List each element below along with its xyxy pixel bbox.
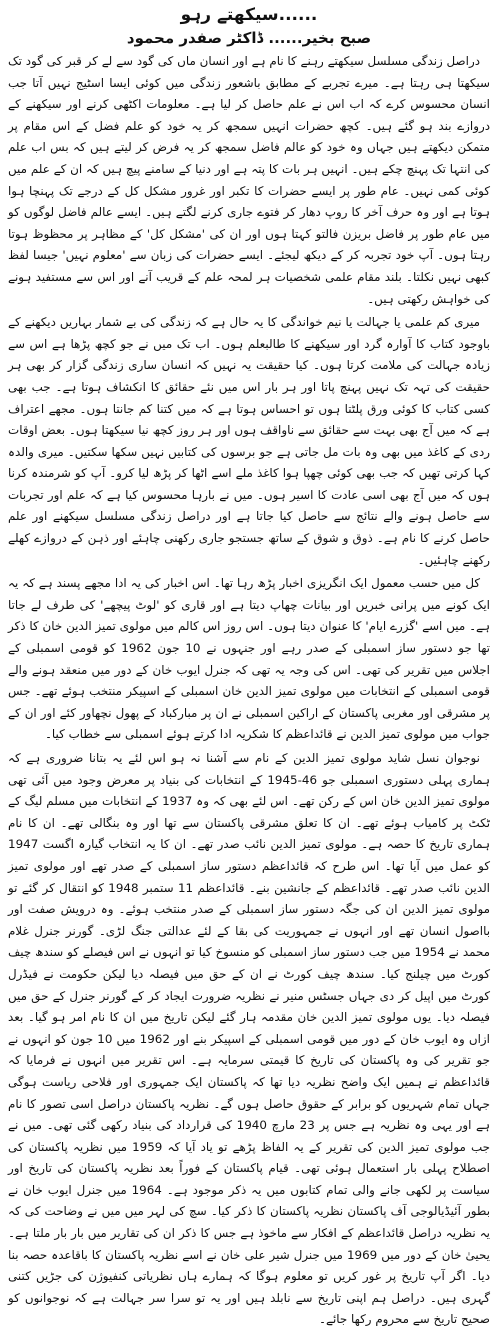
article-paragraph-1: دراصل زندگی مسلسل سیکھتے رہنے کا نام ہے اور انسان ماں کی گود سے لے کر قبر کی گود تک سیکھتا ہی رہتا ہے۔ میرے تجربے کے مطابق باشعور زندگی میں کوئی ایسا اسٹیج نہیں آتا جب انسان محسوس کرے کہ اب اس نے علم حاصل کر لیا ہے۔ معلومات اکٹھی کرنے اور سیکھنے کے دروازے بند ہو گئے ہیں۔ کچھ حضرات انہیں سمجھ کر یہ خود کو علم فضل کے اس مقام پر متمکن دیکھتے ہیں جہاں وہ خود کو عالم فاضل سمجھ کر یہ فرض کر لیتے ہیں کہ بس اب علم کی انتہا تک پہنچ چکے ہیں۔ انہیں ہر بات کا پتہ ہے اور دنیا کے سامنے پیچ ہیں کہ ان کے علم میں کوئی کمی نہیں۔ عام طور پر ایسے حضرات کا تکبر اور غرور مشکل کل کے درجے تک پہنچا ہوا ہوتا ہے اور وہ حرف آخر کا روپ دھار کر فتوے جاری کرنے لگتے ہیں۔ ایسے عالم فاضل لوگوں کو میں عام طور پر فاضل بریزن فالتو کہتا ہوں اور ان کی 'مشکل کل' کے مظاہر پر محظوظ ہوتا رہتا ہوں۔ آپ خود تجربہ کر کے دیکھ لیجئے۔ ایسے حضرات کی زبان سے 'معلوم نہیں' جیسا لفظ کبھی نہیں نکلتا۔ بلند مقام علمی شخصیات ہر لمحہ علم کے قریب آنے اور اس سے مستفید ہونے کی خواہش رکھتی ہیں۔ xyxy=(8,54,490,306)
article-paragraph-3: کل میں حسب معمول ایک انگریزی اخبار پڑھ رہا تھا۔ اس اخبار کی یہ ادا مجھے پسند ہے کہ یہ ایک کونے میں پرانی خبریں اور بیانات چھاپ دیتا ہے اور قاری کو 'لوٹ پیچھے' کی طرف لے جاتا ہے۔ میں اسے 'گزرے ایام' کا عنوان دیتا ہوں۔ اس روز اس کالم میں مولوی تمیز الدین خان کا ذکر تھا جو دستور ساز اسمبلی کے صدر رہے اور جنہوں نے 10 جون 1962 کو قومی اسمبلی کے اجلاس میں تقریر کی تھی۔ اس کی وجہ یہ تھی کہ جنرل ایوب خان کے دور میں منعقد ہونے والے قومی اسمبلی کے انتخابات میں مولوی تمیز الدین خان اسمبلی کے اسپیکر منتخب ہوئے تھے۔ جس پر مشرقی اور مغربی پاکستان کے اراکین اسمبلی نے ان پر مبارکباد کے پھول نچھاور کئے اور ان کے جواب میں مولوی تمیز الدین نے قائداعظم کا شکریہ ادا کرتے ہوئے اسمبلی سے خطاب کیا۔ xyxy=(8,576,490,742)
article-title: سیکھتے رہو...... xyxy=(180,5,318,25)
article-paragraph-2: میری کم علمی یا جہالت یا نیم خواندگی کا یہ حال ہے کہ زندگی کی بے شمار بہاریں دیکھنے کے باوجود کتاب کا آوارہ گرد اور سیکھنے کا طالبعلم ہوں۔ اب تک میں نے جو کچھ پڑھا ہے اس سے زیادہ جہالت کی ملامت کرتا ہوں۔ کیا حقیقت یہ نہیں کہ انسان ساری زندگی گزار کر بھی ہر حقیقت کی تہہ تک نہیں پہنچ پاتا اور ہر بار اس میں نئے حقائق کا انکشاف ہوتا ہے۔ جب بھی کسی کتاب کا کوئی ورق پلٹتا ہوں تو احساس ہوتا ہے کہ میں کتنا کم جانتا ہوں۔ مجھے اعتراف ہے کہ میں آج بھی بہت سے حقائق سے ناواقف ہوں اور ہر روز کچھ نیا سیکھتا ہوں۔ بعض اوقات ردی کے کاغذ میں بھی وہ بات مل جاتی ہے جو برسوں کی کتابیں نہیں سکھا سکتیں۔ میری والدہ کہا کرتی تھیں کہ جب بھی کوئی چھپا ہوا کاغذ ملے اسے اٹھا کر پڑھ لیا کرو۔ آپ کو شرمندہ کرنا ہوں کہ میں آج بھی اسی عادت کا اسیر ہوں۔ میں نے بارہا محسوس کیا ہے کہ علم اور تجربات سے حاصل ہونے والے نتائج سے حاصل کیا جاتا ہے اور دراصل زندگی مسلسل سیکھنے اور علم حاصل کرنے کا نام ہے۔ ذوق و شوق کے ساتھ جستجو جاری رکھنی چاہئے اور ذہن کے دروازے کھلے رکھنے چاہئیں۔ xyxy=(8,315,490,567)
article-paragraph-4: نوجوان نسل شاید مولوی تمیز الدین کے نام سے آشنا نہ ہو اس لئے یہ بتانا ضروری ہے کہ ہماری پہلی دستوری اسمبلی جو 46-1945 کے انتخابات کی بنیاد پر معرض وجود میں آئی تھی مولوی تمیز الدین خان اس کے رکن تھے۔ اس لئے بھی کہ وہ 1937 کے انتخابات میں مسلم لیگ کے ٹکٹ پر کامیاب ہوئے تھے۔ ان کا تعلق مشرقی پاکستان سے تھا اور وہ بنگالی تھے۔ ان کا نام ہماری تاریخ کا حصہ ہے۔ مولوی تمیز الدین نائب صدر تھے۔ ان کا یہ انتخاب گیارہ اگست 1947 کو عمل میں آیا تھا۔ اس طرح کہ قائداعظم دستور ساز اسمبلی کے صدر تھے اور مولوی تمیز الدین نائب صدر تھے۔ قائداعظم کے جانشین بنے۔ قائداعظم 11 ستمبر 1948 کو انتقال کر گئے تو مولوی تمیز الدین ان کی جگہ دستور ساز اسمبلی کے صدر منتخب ہوئے۔ وہ درویش صفت اور بااصول انسان تھے اور انہوں نے جمہوریت کی بقا کے لئے عدالتی جنگ لڑی۔ گورنر جنرل غلام محمد نے 1954 میں جب دستور ساز اسمبلی کو منسوخ کیا تو انہوں نے اس فیصلے کو سندھ چیف کورٹ میں چیلنج کیا۔ سندھ چیف کورٹ نے ان کے حق میں فیصلہ دیا لیکن حکومت نے فیڈرل کورٹ میں اپیل کر دی جہاں جسٹس منیر نے نظریہ ضرورت ایجاد کر کے گورنر جنرل کے حق میں فیصلہ دیا۔ یوں مولوی تمیز الدین خان مقدمہ ہار گئے لیکن تاریخ میں ان کا نام امر ہو گیا۔ بعد ازاں وہ ایوب خان کے دور میں قومی اسمبلی کے اسپیکر بنے اور 1962 میں 10 جون کو انہوں نے جو تقریر کی وہ پاکستان کی تاریخ کا قیمتی سرمایہ ہے۔ اس تقریر میں انہوں نے فرمایا کہ قائداعظم نے ہمیں ایک واضح نظریہ دیا تھا کہ پاکستان ایک جمہوری اور فلاحی ریاست ہوگی جہاں تمام شہریوں کو برابر کے حقوق حاصل ہوں گے۔ نظریہ پاکستان دراصل اسی تصور کا نام ہے اور یہی وہ نظریہ ہے جس پر 23 مارچ 1940 کی قرارداد کی بنیاد رکھی گئی تھی۔ میں نے جب مولوی تمیز الدین کی تقریر کے یہ الفاظ پڑھے تو یاد آیا کہ 1959 میں نظریہ پاکستان کی اصطلاح پہلی بار استعمال ہوئی تھی۔ قیام پاکستان کے فوراً بعد نظریہ پاکستان کی تاریخ اور سیاست پر لکھی جانے والی تمام کتابوں میں یہ ذکر موجود ہے۔ 1964 میں جنرل ایوب خان نے بطور آئیڈیالوجی آف پاکستان نظریہ پاکستان کا ذکر کیا۔ سچ کی لہر میں میں نے وضاحت کی کہ یہ نظریہ دراصل قائداعظم کے افکار سے ماخوذ ہے جس کا ذکر ان کی تقاریر میں بار بار ملتا ہے۔ یحییٰ خان کے دور میں 1969 میں جنرل شیر علی خان نے اسے نظریہ پاکستان کا باقاعدہ حصہ بنا دیا۔ اگر آپ تاریخ پر غور کریں تو معلوم ہوگا کہ ہمارے ہاں نظریاتی کنفیوژن کی جڑیں کتنی گہری ہیں۔ دراصل ہم اپنی تاریخ سے نابلد ہیں اور یہ تو سرا سر جہالت ہے کہ نوجوانوں کو صحیح تاریخ سے محروم رکھا جائے۔ xyxy=(8,751,491,1327)
article-byline: صبح بخیر...... ڈاکٹر صفدر محمود xyxy=(126,29,372,47)
